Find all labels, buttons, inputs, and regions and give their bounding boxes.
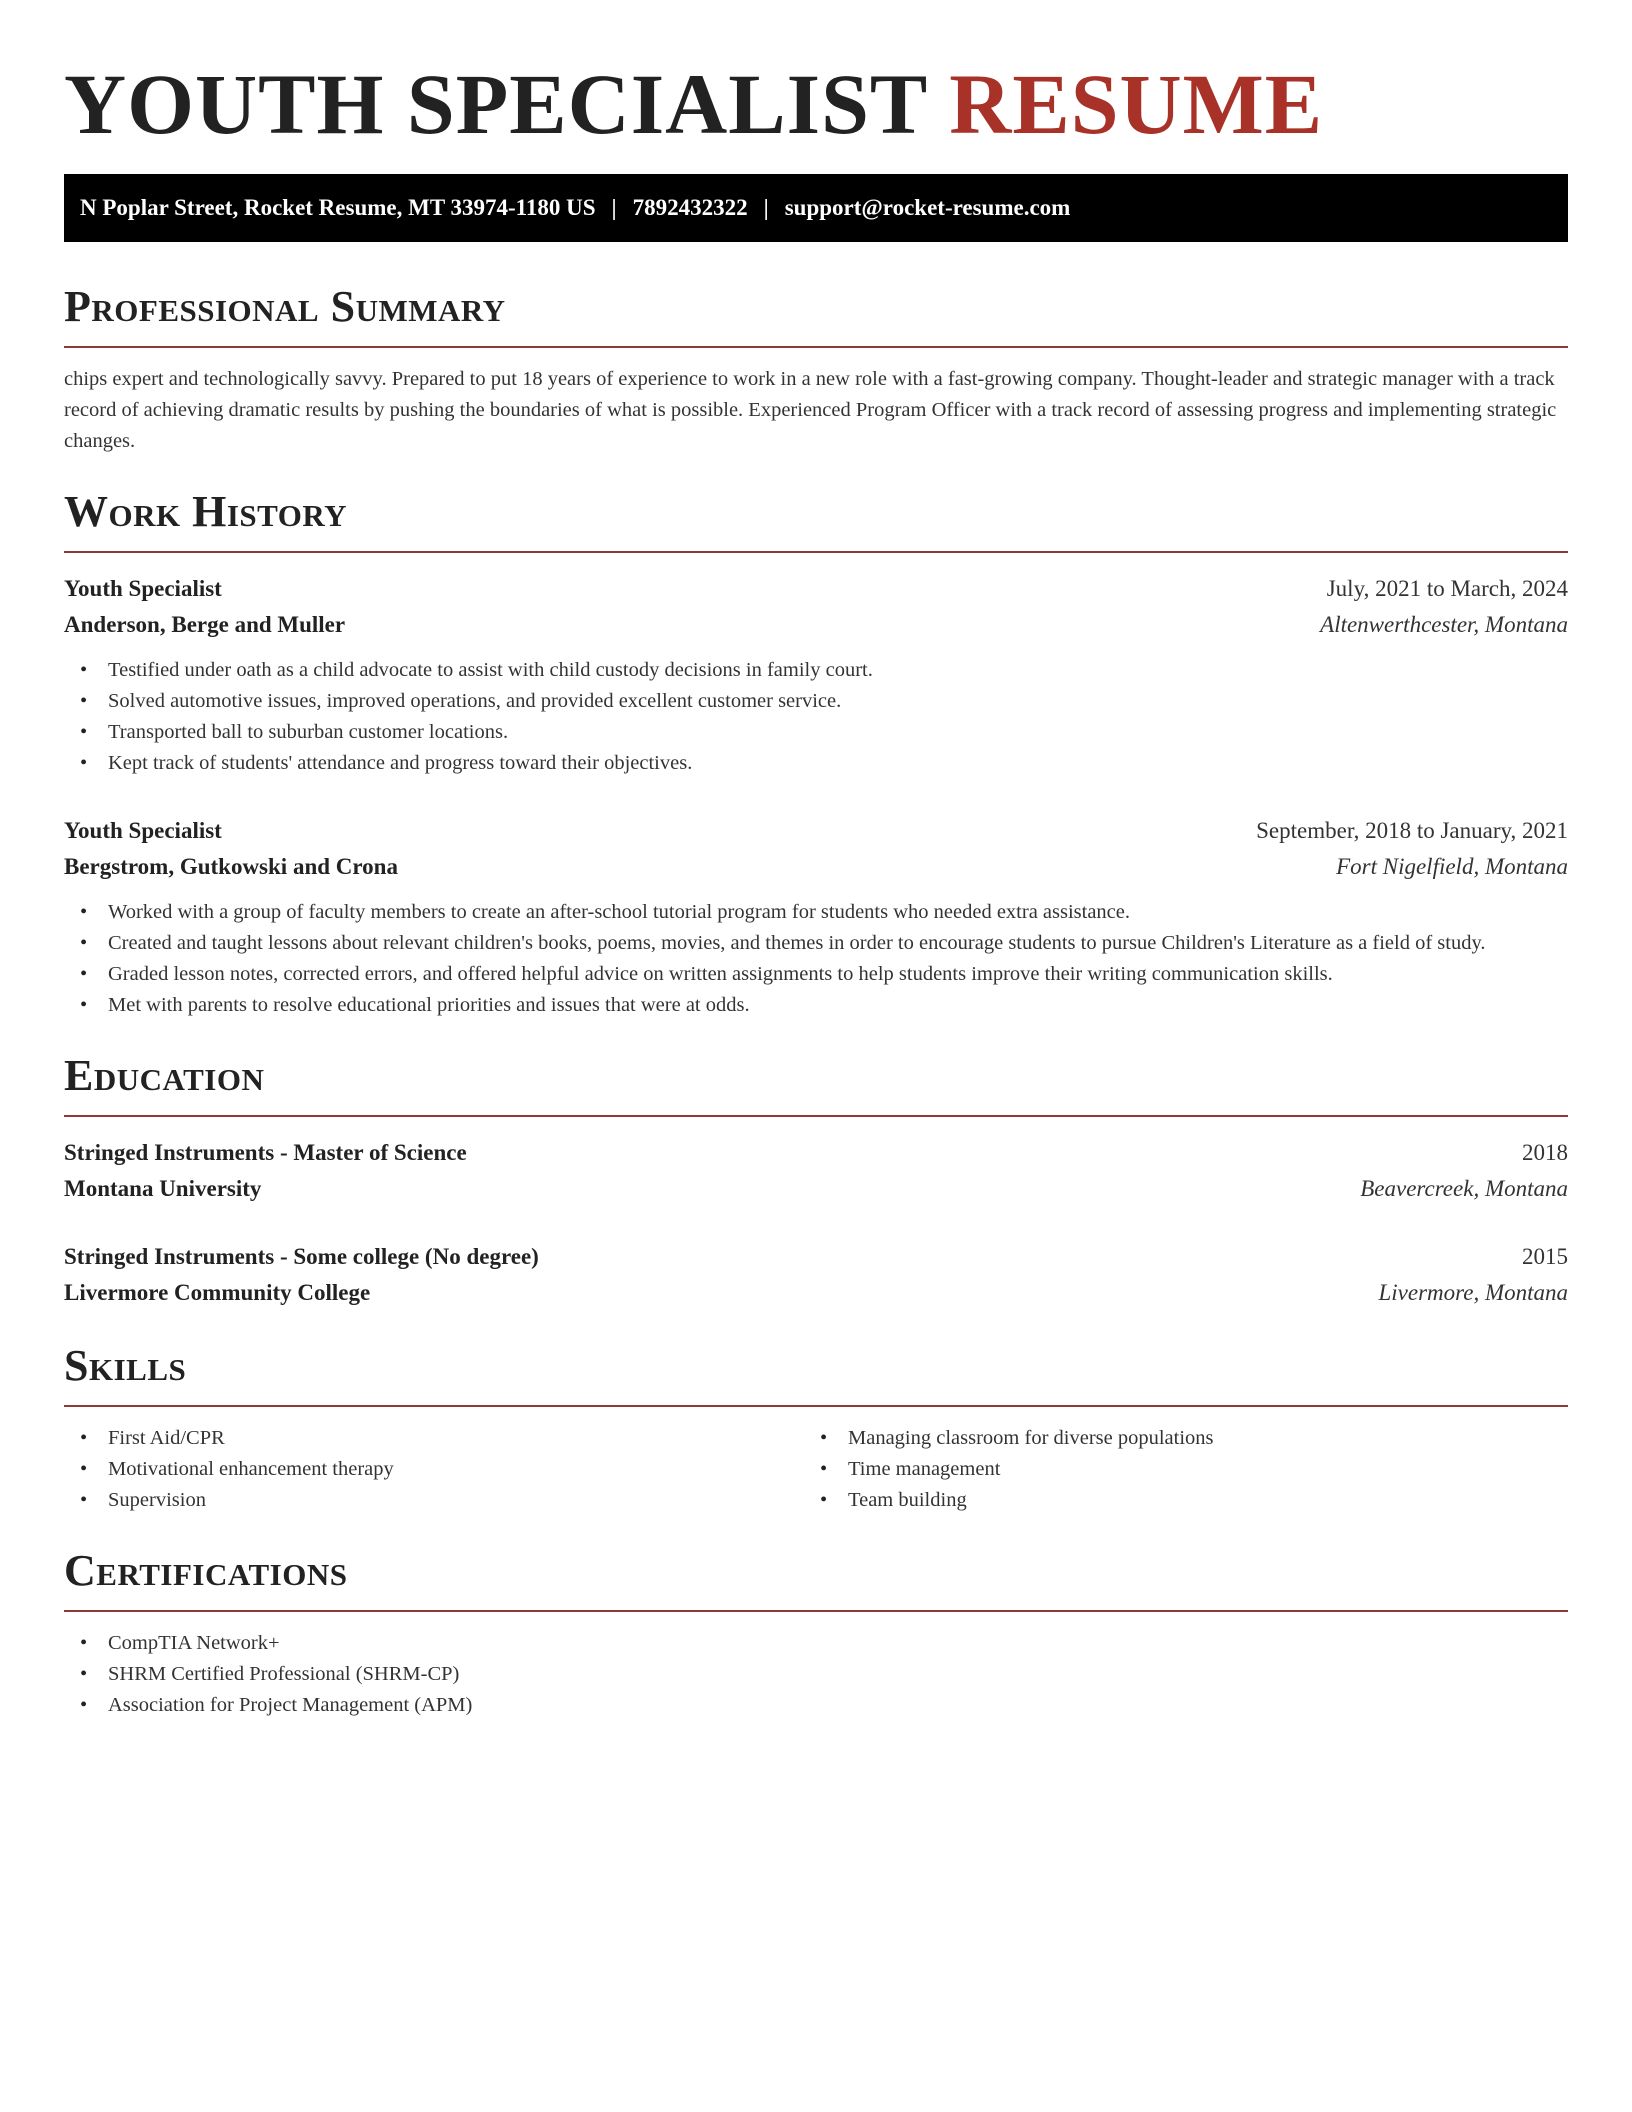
job-bullet-list	[64, 897, 1568, 1021]
job-title-row	[64, 813, 1568, 849]
education-degree: Stringed Instruments - Some college (No degree)	[64, 1244, 539, 1269]
skills-section	[64, 1341, 1568, 1516]
education-heading: Education	[64, 1051, 1568, 1117]
skills-list-right	[804, 1423, 1544, 1516]
contact-separator: |	[763, 195, 769, 220]
education-degree: Stringed Instruments - Master of Science	[64, 1140, 467, 1165]
job-dates: July, 2021 to March, 2024	[1326, 576, 1568, 601]
contact-email: support@rocket-resume.com	[784, 195, 1071, 220]
work-history-heading: Work History	[64, 487, 1568, 553]
job-bullet: • Met with parents to resolve educational priorities and issues that were at odds.	[80, 990, 1568, 1021]
contact-address: N Poplar Street, Rocket Resume, MT 33974-1180 US	[80, 195, 596, 220]
job-title: Youth Specialist	[64, 576, 222, 601]
job-company-row	[64, 849, 1568, 885]
job-company-row	[64, 607, 1568, 643]
certifications-heading: Certifications	[64, 1546, 1568, 1612]
skills-grid	[64, 1423, 1568, 1516]
job-bullet: • Testified under oath as a child advocate to assist with child custody decisions in family court.	[80, 655, 1568, 686]
education-location: Livermore, Montana	[1378, 1280, 1568, 1305]
title-main: YOUTH SPECIALIST	[64, 56, 927, 152]
job-bullet: • Solved automotive issues, improved operations, and provided excellent customer service.	[80, 686, 1568, 717]
job-location: Altenwerthcester, Montana	[1320, 612, 1568, 637]
resume-page	[64, 0, 1568, 1721]
education-section	[64, 1051, 1568, 1311]
skill-item: • Time management	[820, 1454, 1544, 1485]
certification-item: • Association for Project Management (APM)	[80, 1690, 1568, 1721]
job-entry	[64, 571, 1568, 779]
job-location: Fort Nigelfield, Montana	[1336, 854, 1568, 879]
skill-item: • Supervision	[80, 1485, 804, 1516]
certification-item: • CompTIA Network+	[80, 1628, 1568, 1659]
education-entry	[64, 1135, 1568, 1207]
summary-heading: Professional Summary	[64, 282, 1568, 348]
summary-section	[64, 282, 1568, 457]
certifications-list	[64, 1628, 1568, 1721]
job-title-row	[64, 571, 1568, 607]
education-year: 2018	[1522, 1140, 1568, 1165]
skills-heading: Skills	[64, 1341, 1568, 1407]
education-year: 2015	[1522, 1244, 1568, 1269]
education-school-row	[64, 1171, 1568, 1207]
certifications-section	[64, 1546, 1568, 1721]
education-school-row	[64, 1275, 1568, 1311]
education-school: Livermore Community College	[64, 1280, 371, 1305]
job-dates: September, 2018 to January, 2021	[1256, 818, 1568, 843]
education-location: Beavercreek, Montana	[1360, 1176, 1568, 1201]
title-accent: RESUME	[949, 56, 1324, 152]
contact-separator: |	[611, 195, 617, 220]
contact-phone: 7892432322	[632, 195, 748, 220]
job-title: Youth Specialist	[64, 818, 222, 843]
job-entry	[64, 813, 1568, 1021]
job-bullet: • Worked with a group of faculty members to create an after-school tutorial program for students who needed extra assistance.	[80, 897, 1568, 928]
skill-item: • Motivational enhancement therapy	[80, 1454, 804, 1485]
skill-item: • Team building	[820, 1485, 1544, 1516]
skill-item: • First Aid/CPR	[80, 1423, 804, 1454]
job-bullet: • Graded lesson notes, corrected errors, and offered helpful advice on written assignments to help students improve their writing communication skills.	[80, 959, 1568, 990]
education-degree-row	[64, 1135, 1568, 1171]
job-bullet: • Transported ball to suburban customer locations.	[80, 717, 1568, 748]
job-company: Anderson, Berge and Muller	[64, 612, 346, 637]
contact-bar	[64, 174, 1568, 242]
job-bullet-list	[64, 655, 1568, 779]
job-bullet: • Created and taught lessons about relevant children's books, poems, movies, and themes in order to encourage students to pursue Children's Literature as a field of study.	[80, 928, 1568, 959]
skills-list-left	[64, 1423, 804, 1516]
job-bullet: • Kept track of students' attendance and progress toward their objectives.	[80, 748, 1568, 779]
education-school: Montana University	[64, 1176, 262, 1201]
resume-title	[64, 58, 1568, 150]
education-entry	[64, 1239, 1568, 1311]
work-history-section	[64, 487, 1568, 1021]
education-degree-row	[64, 1239, 1568, 1275]
summary-text: chips expert and technologically savvy. Prepared to put 18 years of experience to work in a new role with a fast-growing company. Thought-leader and strategic manager with a track record of achieving dramatic results by pushing the boundaries of what is possible. Experienced Program Officer with a track record of assessing progress and implementing strategic changes.	[64, 368, 1557, 452]
certification-item: • SHRM Certified Professional (SHRM-CP)	[80, 1659, 1568, 1690]
job-company: Bergstrom, Gutkowski and Crona	[64, 854, 398, 879]
skill-item: • Managing classroom for diverse populations	[820, 1423, 1544, 1454]
